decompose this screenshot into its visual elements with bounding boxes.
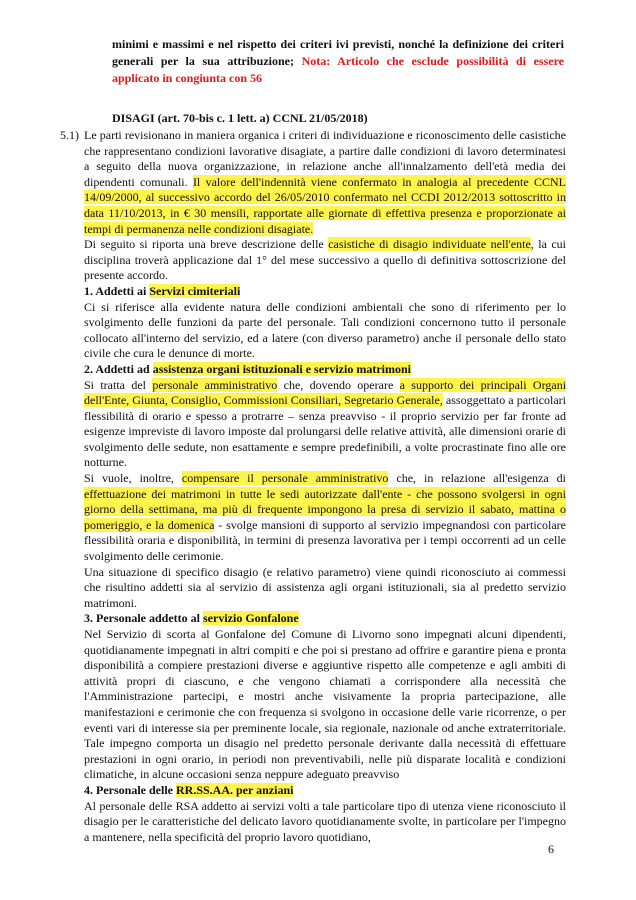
- section-3-heading: [84, 611, 566, 627]
- section-2-heading: [84, 362, 566, 378]
- section-2-p1-highlight-1: personale amministrativo: [152, 377, 278, 392]
- paragraph-2-end: , la cui disciplina troverà applicazione dal 1° del mese successivo a quello di definitiva sottoscrizione del presente accordo.: [84, 237, 567, 283]
- intro-paragraph: [112, 36, 564, 87]
- page-number: 6: [548, 842, 554, 856]
- section-2-p1-a: Si tratta del: [84, 377, 146, 392]
- intro-text: minimi e massimi e nel rispetto dei criteri ivi previsti, nonché la definizione dei criteri generali per la sua attribuzione;: [112, 37, 564, 68]
- paragraph-2: [84, 237, 566, 284]
- section-2-p2-highlight-2: effettuazione dei matrimoni in tutte le sedi autorizzate dall'ente - che possono svolgersi in ogni giorno della settimana, ma più di frequente impongono la presa di servizio il sabato, mattina o pomeriggio, e la domenica: [84, 486, 566, 532]
- article-number: 5.1): [60, 128, 79, 142]
- section-3-text: Nel Servizio di scorta al Gonfalone del Comune di Livorno sono impegnati alcuni dipendenti, quotidianamente impegnati in altri compiti e che poi si prestano ad offrire e garantire piena e pronta disponibilità a compiere prestazioni diverse e aggiuntive rispetto alle competenze e agli ambiti di attività propri di ciascuno, e che vengono chiamati a corrispondere alla necessità che l'Amministrazione partecipi, e mostri anche visivamente la propria partecipazione, alle manifestazioni e cerimonie che con frequenza si svolgono in occasione delle varie ricorrenze, o per eventi vari di interesse sia per preminente locale, sia regionale, nazionale od anche extraterritoriale. Tale impegno comporta un disagio nel predetto personale derivante dalla necessità di effettuare prestazioni in ogni orario, in periodi non preventivabili, nelle più disparate località e condizioni climatiche, in alcune occasioni senza neppure adeguato preavviso: [84, 627, 566, 782]
- paragraph-1-highlight: Il valore dell'indennità viene confermato in analogia al precedente CCNL 14/09/2000, al successivo accordo del 26/05/2010 confermato nel CCDI 2012/2013 sottoscritto in data 11/10/2013, in € 30 mensili, rapportate alle giornate di effettiva presenza e proporzionate ai tempi di permanenza nelle condizioni disagiate.: [84, 174, 567, 236]
- section-2-paragraph-3: Una situazione di specifico disagio (e relativo parametro) viene quindi riconosciuto ai commessi che risultino addetti sia al servizio di assistenza agli organi istituzionali, sia al predetto servizio matrimoni.: [84, 564, 566, 610]
- section-2-title: assistenza organi istituzionali e servizio matrimoni: [152, 361, 411, 376]
- section-4-title: RR.SS.AA. per anziani: [175, 782, 294, 797]
- section-3-number: 3. Personale addetto al: [84, 611, 200, 626]
- section-2-p1-c: che, dovendo operare: [283, 377, 394, 392]
- document-body: [84, 128, 566, 845]
- section-2-p2-highlight-1: compensare il personale amministrativo: [181, 471, 389, 486]
- section-2-p1-e: assoggettato a particolari flessibilità di orario e spesso a protrarre – senza preavviso - il proprio servizio per far fronte ad esigenze impreviste di lavoro imposte dal prolungarsi delle relative attività, alle dimensioni orarie di svolgimento delle sedute, non esattamente e sempre predefinibili, a volte procrastinate fino alle ore notturne.: [84, 393, 567, 470]
- paragraph-1-text: Le parti revisionano in maniera organica i criteri di individuazione e riconoscimento delle casistiche che rappresentano condizioni lavorative disagiate, a partire dalle condizioni di lavoro determinatesi a seguito della nuova organizzazione, in relazione anche all'innalzamento dell'età media dei dipendenti comunali.: [84, 128, 566, 189]
- section-2-p1-highlight-2: a supporto dei principali Organi dell'Ente, Giunta, Consiglio, Commissioni Consiliari, Segretario Generale,: [84, 377, 567, 408]
- section-2-p2-c: che, in relazione all'esigenza di: [396, 471, 567, 486]
- section-1-number: 1. Addetti ai: [84, 283, 147, 298]
- section-2-paragraph-1: [84, 378, 566, 472]
- section-1-text: Ci si riferisce alla evidente natura delle condizioni ambientali che sono di riferimento per lo svolgimento delle funzioni da parte del personale. Tali condizioni concernono tutto il personale collocato all'interno del servizio, ed a latere (con diverso parametro) anche il personale dello stato civile che cura le denunce di morte.: [84, 299, 566, 361]
- section-heading: DISAGI (art. 70-bis c. 1 lett. a) CCNL 21/05/2018): [112, 111, 368, 125]
- section-2-paragraph-2: [84, 471, 566, 565]
- paragraph-2-start: Di seguito si riporta una breve descrizione delle: [84, 237, 324, 252]
- section-1-title: Servizi cimiteriali: [149, 283, 241, 298]
- paragraph-2-highlight: casistiche di disagio individuate nell'ente: [328, 237, 531, 252]
- section-2-p2-a: Si vuole, inoltre,: [84, 471, 174, 486]
- note-text: Nota: Articolo che esclude possibilità di essere applicato in congiunta con 56: [112, 54, 565, 85]
- section-1-heading: [84, 284, 566, 300]
- section-4-text: Al personale delle RSA addetto ai servizi volti a tale particolare tipo di utenza viene riconosciuto il disagio per le caratteristiche del delicato lavoro quotidianamente svolte, in particolare per l'impegno a mantenere, nella specificità del proprio lavoro quotidiano,: [84, 798, 566, 844]
- section-4-number: 4. Personale delle: [84, 782, 173, 797]
- paragraph-1: [84, 128, 566, 237]
- section-4-heading: [84, 783, 566, 799]
- section-2-number: 2. Addetti ad: [84, 361, 150, 376]
- section-2-p2-e: - svolge mansioni di supporto al servizio impegnandosi con particolare flessibilità oraria e disponibilità, in termini di presenza lavorativa per i tempi occorrenti ad un celle svolgimento delle cerimonie.: [84, 517, 566, 564]
- section-3-title: servizio Gonfalone: [203, 611, 299, 626]
